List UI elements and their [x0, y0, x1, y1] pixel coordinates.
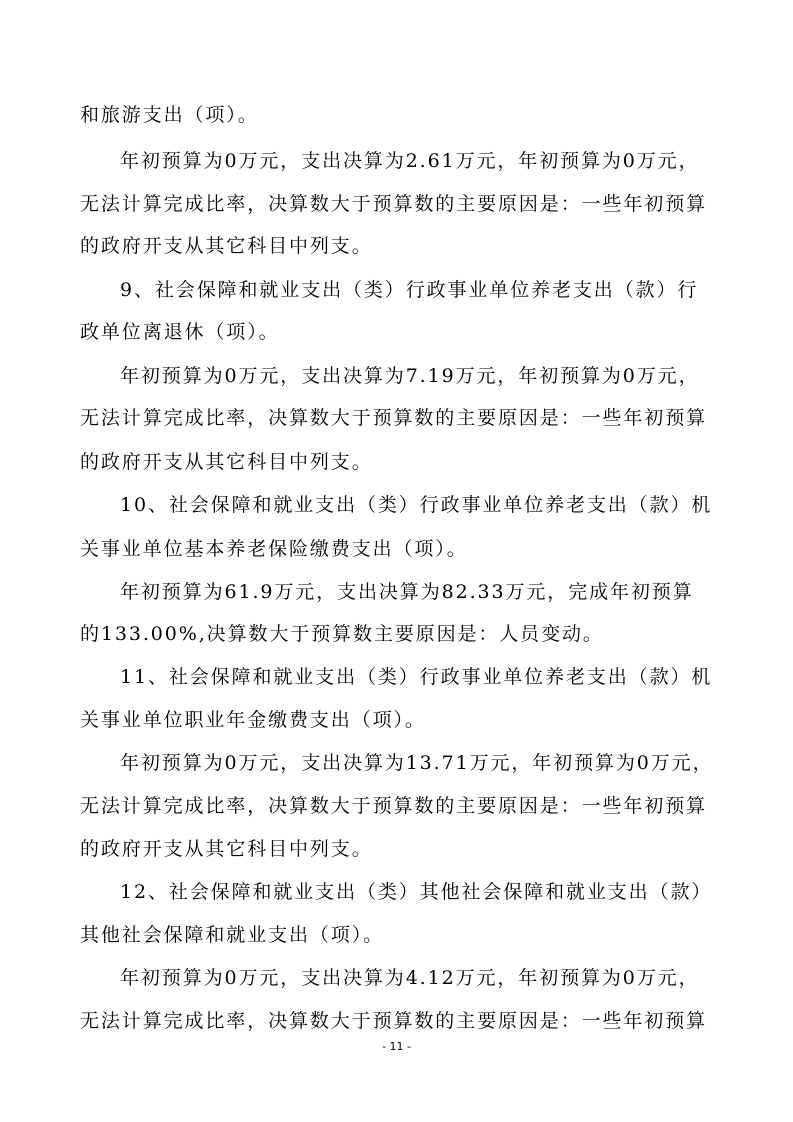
text-line: 关事业单位基本养老保险缴费支出（项）。 [80, 538, 468, 560]
text-line: 11、社会保障和就业支出（类）行政事业单位养老支出（款）机 [120, 666, 713, 688]
text-line: 年初预算为0万元，支出决算为4.12万元，年初预算为0万元， [120, 967, 700, 989]
text-line: 年初预算为0万元，支出决算为2.61万元，年初预算为0万元， [120, 150, 700, 172]
text-line: 的133.00%,决算数大于预算数主要原因是：人员变动。 [80, 623, 604, 645]
text-line: 年初预算为0万元，支出决算为7.19万元，年初预算为0万元， [120, 365, 700, 387]
text-line: 无法计算完成比率，决算数大于预算数的主要原因是：一些年初预算 [80, 407, 708, 429]
text-line: 和旅游支出（项）。 [80, 104, 259, 126]
text-line: 其他社会保障和就业支出（项）。 [80, 924, 385, 946]
text-line: 年初预算为0万元，支出决算为13.71万元，年初预算为0万元， [120, 752, 714, 774]
text-line: 9、社会保障和就业支出（类）行政事业单位养老支出（款）行 [120, 279, 699, 301]
text-line: 关事业单位职业年金缴费支出（项）。 [80, 709, 426, 731]
text-line: 年初预算为61.9万元，支出决算为82.33万元，完成年初预算 [120, 581, 694, 603]
text-line: 12、社会保障和就业支出（类）其他社会保障和就业支出（款） [120, 881, 713, 903]
text-line: 政单位离退休（项）。 [80, 321, 280, 343]
text-line: 的政府开支从其它科目中列支。 [80, 235, 373, 257]
text-line: 的政府开支从其它科目中列支。 [80, 838, 373, 860]
text-line: 10、社会保障和就业支出（类）行政事业单位养老支出（款）机 [120, 494, 713, 516]
text-line: 无法计算完成比率，决算数大于预算数的主要原因是：一些年初预算 [80, 1010, 708, 1032]
text-line: 无法计算完成比率，决算数大于预算数的主要原因是：一些年初预算 [80, 193, 708, 215]
page-number: - 11 - [382, 1040, 411, 1053]
text-line: 的政府开支从其它科目中列支。 [80, 451, 373, 473]
text-line: 无法计算完成比率，决算数大于预算数的主要原因是：一些年初预算 [80, 795, 708, 817]
